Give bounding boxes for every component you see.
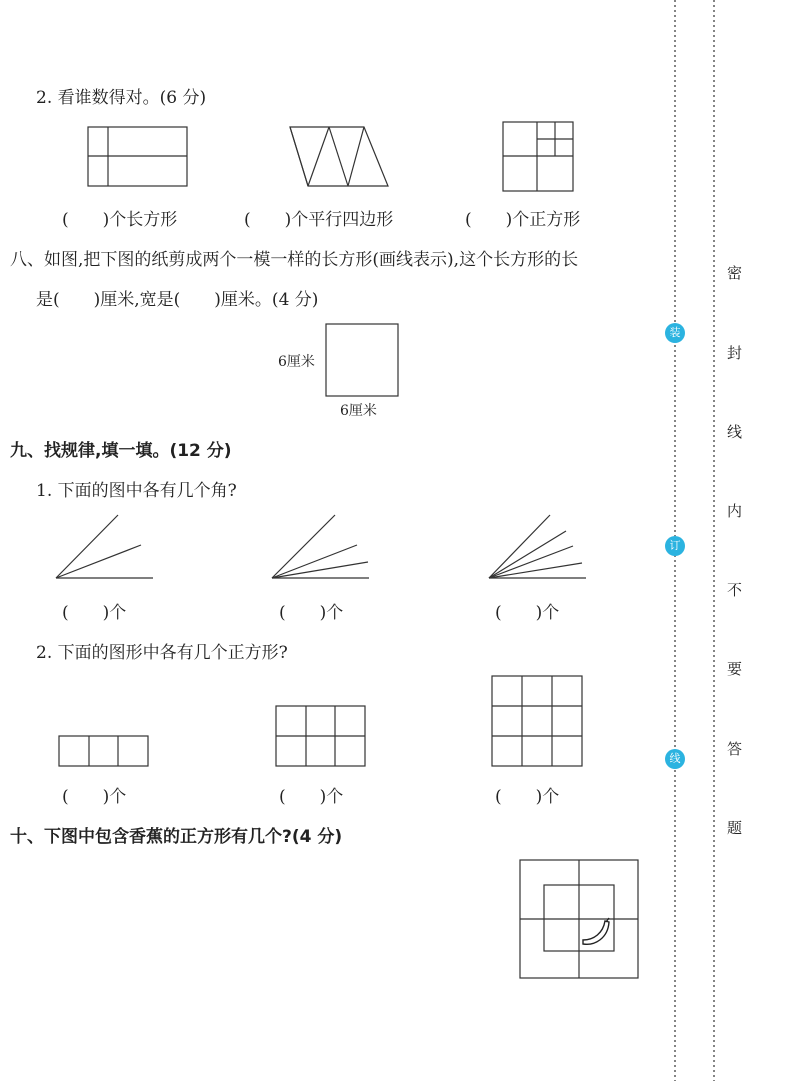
- grid-figure-3: [492, 676, 582, 766]
- section8-title-line2[interactable]: 是( )厘米,宽是( )厘米。(4 分): [36, 290, 319, 310]
- grid-figure-1: [59, 736, 148, 766]
- banana-icon: [583, 918, 609, 944]
- parallelograms-figure: [290, 127, 388, 186]
- squares-answer-2[interactable]: ( )个: [279, 787, 344, 807]
- binding-dot: 订: [665, 536, 685, 556]
- section9-q1-title: 1. 下面的图中各有几个角?: [36, 481, 237, 501]
- angles-figure-2: [272, 515, 369, 578]
- binding-dot: 线: [665, 749, 685, 769]
- q2-answer-squares[interactable]: ( )个正方形: [465, 210, 581, 230]
- grid-figure-2: [276, 706, 365, 766]
- square-bottom-label: 6厘米: [340, 403, 377, 419]
- binding-dot: 装: [665, 323, 685, 343]
- square-side-label: 6厘米: [278, 354, 315, 370]
- section10-title: 十、下图中包含香蕉的正方形有几个?(4 分): [10, 827, 343, 847]
- section9-q2-title: 2. 下面的图形中各有几个正方形?: [36, 643, 288, 663]
- seal-char: 封: [727, 344, 743, 362]
- q2-answer-parallelograms[interactable]: ( )个平行四边形: [244, 210, 394, 230]
- angles-answer-1[interactable]: ( )个: [62, 603, 127, 623]
- seal-char: 题: [727, 819, 743, 837]
- section9-title: 九、找规律,填一填。(12 分): [10, 441, 232, 461]
- squares-answer-3[interactable]: ( )个: [495, 787, 560, 807]
- seal-char: 密: [727, 264, 743, 282]
- angles-answer-3[interactable]: ( )个: [495, 603, 560, 623]
- q2-answer-rectangles[interactable]: ( )个长方形: [62, 210, 178, 230]
- seal-char: 要: [727, 660, 743, 678]
- seal-char: 线: [727, 423, 743, 441]
- seal-char: 答: [727, 740, 743, 758]
- section8-q2-title: 2. 看谁数得对。(6 分): [36, 88, 207, 108]
- rectangles-figure: [88, 127, 187, 186]
- squares-answer-1[interactable]: ( )个: [62, 787, 127, 807]
- section8-title-line1: 八、如图,把下图的纸剪成两个一模一样的长方形(画线表示),这个长方形的长: [10, 250, 579, 270]
- angles-answer-2[interactable]: ( )个: [279, 603, 344, 623]
- banana-squares-figure: [520, 860, 638, 978]
- seal-char: 不: [727, 581, 743, 599]
- angles-figure-3: [489, 515, 586, 578]
- seal-char: 内: [727, 502, 743, 520]
- squares-figure: [503, 122, 573, 191]
- angles-figure-1: [56, 515, 153, 578]
- paper-square: [326, 324, 398, 396]
